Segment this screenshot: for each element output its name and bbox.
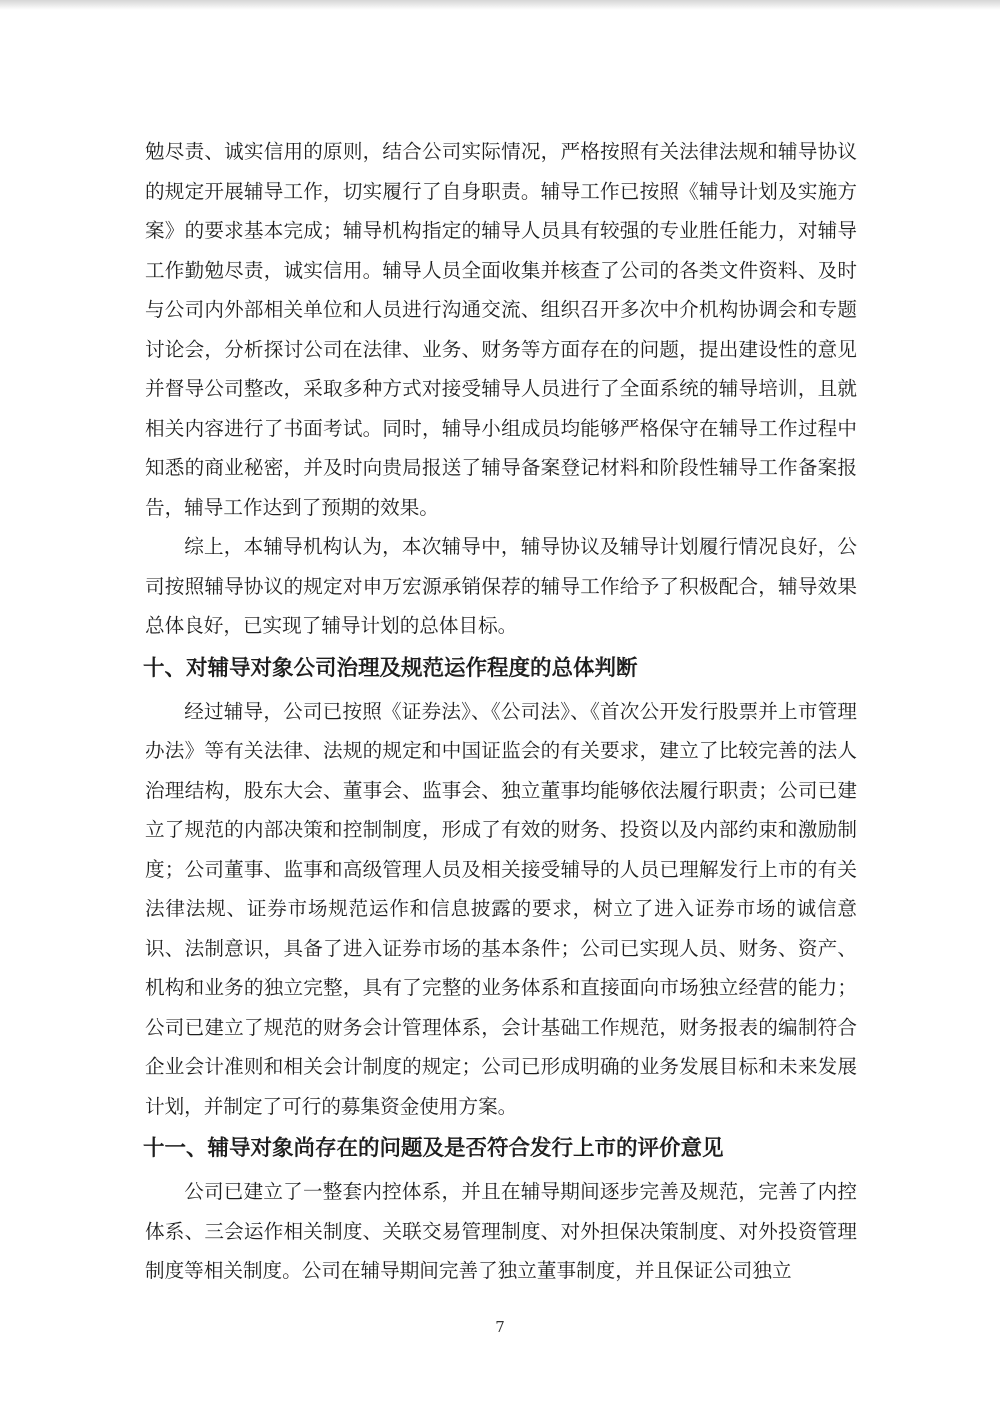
paragraph-summary: 综上，本辅导机构认为，本次辅导中，辅导协议及辅导计划履行情况良好，公司按照辅导协议的规定对申万宏源承销保荐的辅导工作给予了积极配合，辅导效果总体良好，已实现了辅导计划的总体目标。 <box>145 535 857 637</box>
paragraph-continuation: 勉尽责、诚实信用的原则，结合公司实际情况，严格按照有关法律法规和辅导协议的规定开展辅导工作，切实履行了自身职责。辅导工作已按照《辅导计划及实施方案》的要求基本完成；辅导机构指定的辅导人员具有较强的专业胜任能力，对辅导工作勤勉尽责，诚实信用。辅导人员全面收集并核查了公司的各类文件资料、及时与公司内外部相关单位和人员进行沟通交流、组织召开多次中介机构协调会和专题讨论会，分析探讨公司在法律、业务、财务等方面存在的问题，提出建设性的意见并督导公司整改，采取多种方式对接受辅导人员进行了全面系统的辅导培训，且就相关内容进行了书面考试。同时，辅导小组成员均能够严格保守在辅导工作过程中知悉的商业秘密，并及时向贵局报送了辅导备案登记材料和阶段性辅导工作备案报告，辅导工作达到了预期的效果。 <box>145 140 857 519</box>
section-heading-10: 十、对辅导对象公司治理及规范运作程度的总体判断 <box>143 655 638 681</box>
page-number: 7 <box>495 1318 505 1336</box>
section-heading-11: 十一、辅导对象尚存在的问题及是否符合发行上市的评价意见 <box>143 1136 724 1161</box>
paragraph-internal-control: 公司已建立了一整套内控体系，并且在辅导期间逐步完善及规范，完善了内控体系、三会运作相关制度、关联交易管理制度、对外担保决策制度、对外投资管理制度等相关制度。公司在辅导期间完善了独立董事制度，并且保证公司独立 <box>145 1180 857 1282</box>
paragraph-governance: 经过辅导，公司已按照《证券法》、《公司法》、《首次公开发行股票并上市管理办法》等有关法律、法规的规定和中国证监会的有关要求，建立了比较完善的法人治理结构，股东大会、董事会、监事会、独立董事均能够依法履行职责；公司已建立了规范的内部决策和控制制度，形成了有效的财务、投资以及内部约束和激励制度；公司董事、监事和高级管理人员及相关接受辅导的人员已理解发行上市的有关法律法规、证券市场规范运作和信息披露的要求，树立了进入证券市场的诚信意识、法制意识，具备了进入证券市场的基本条件；公司已实现人员、财务、资产、机构和业务的独立完整，具有了完整的业务体系和直接面向市场独立经营的能力；公司已建立了规范的财务会计管理体系，会计基础工作规范，财务报表的编制符合企业会计准则和相关会计制度的规定；公司已形成明确的业务发展目标和未来发展计划，并制定了可行的募集资金使用方案。 <box>145 699 857 1118</box>
scan-top-edge <box>0 0 1000 10</box>
document-body <box>145 132 857 1291</box>
